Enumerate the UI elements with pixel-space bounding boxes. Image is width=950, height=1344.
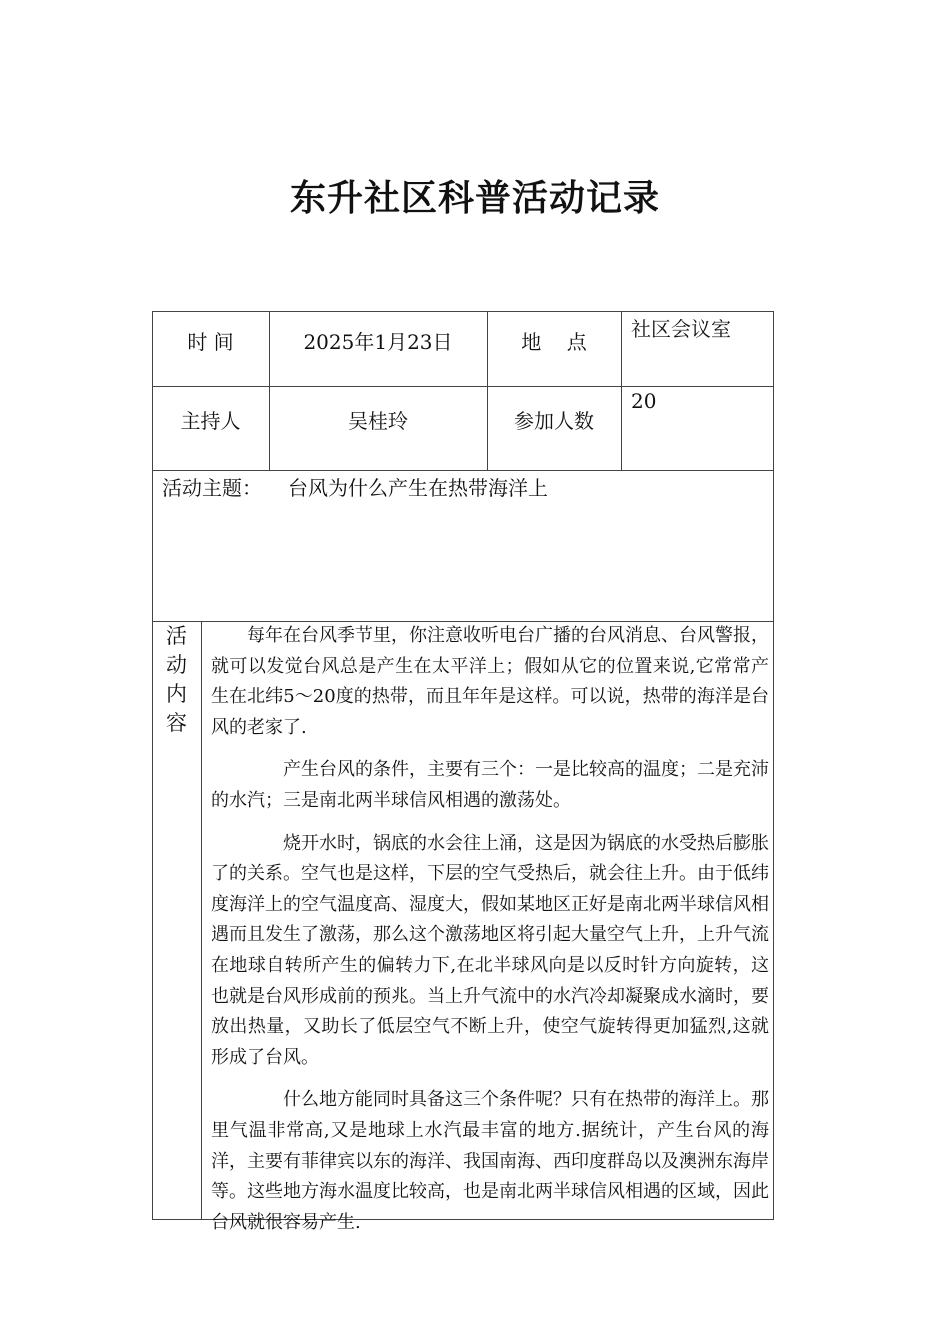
content-paragraph: 烧开水时，锅底的水会往上涌，这是因为锅底的水受热后膨胀了的关系。空气也是这样，下层的空气受热后，就会往上升。由于低纬度海洋上的空气温度高、湿度大，假如某地区正好是南北两半球信风相遇而且发生了激荡，那么这个激荡地区将引起大量空气上升，上升气流在地球自转所产生的偏转力下,在北半球风向是以反时针方向旋转，这也就是台风形成前的预兆。当上升气流中的水汽冷却凝聚成水滴时，要放出热量，又助长了低层空气不断上升，使空气旋转得更加猛烈,这就形成了台风。 [211, 832, 769, 1068]
content-body [201, 621, 773, 1233]
theme-value: 台风为什么产生在热带海洋上 [288, 476, 548, 500]
page-title: 东升社区科普活动记录 [289, 178, 660, 219]
theme-label: 活动主题： [162, 476, 262, 500]
content-paragraph: 什么地方能同时具备这三个条件呢？只有在热带的海洋上。那里气温非常高,又是地球上水汽最丰富的地方.据统计，产生台风的海洋，主要有菲律宾以东的海洋、我国南海、西印度群岛以及澳洲东海岸等。这些地方海水温度比较高，也是南北两半球信风相遇的区域，因此台风就很容易产生. [211, 1089, 769, 1233]
content-paragraph: 产生台风的条件，主要有三个：一是比较高的温度；二是充沛的水汽；三是南北两半球信风相遇的激荡处。 [211, 759, 769, 811]
content-label-char: 活 [166, 624, 187, 648]
host-label: 主持人 [180, 408, 241, 433]
time-value: 2025年1月23日 [303, 329, 453, 354]
host-value: 吴桂玲 [348, 408, 408, 433]
time-label: 时 间 [187, 329, 234, 354]
place-label: 地 点 [521, 329, 587, 354]
content-paragraph: 每年在台风季节里，你注意收听电台广播的台风消息、台风警报，就可以发觉台风总是产生在太平洋上；假如从它的位置来说,它常常产生在北纬5～20度的热带，而且年年是这样。可以说，热带的海洋是台风的老家了. [211, 625, 769, 738]
participants-value: 20 [631, 389, 657, 413]
content-label-char: 容 [166, 711, 187, 735]
content-label-char: 动 [166, 653, 187, 677]
content-label-char: 内 [166, 682, 187, 706]
place-value: 社区会议室 [631, 317, 731, 341]
content-label [152, 622, 201, 738]
participants-label: 参加人数 [514, 408, 594, 433]
